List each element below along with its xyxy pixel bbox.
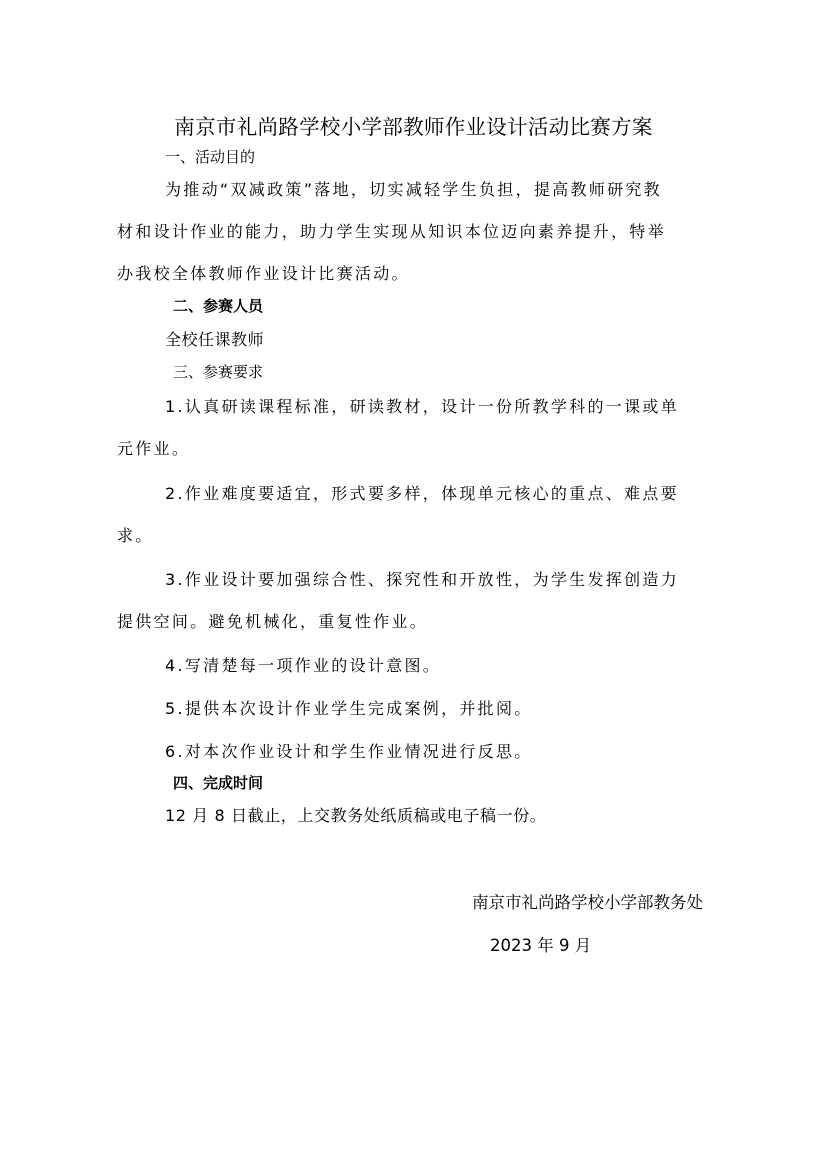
deadline-line: 12 月 8 日截止，上交教务处纸质稿或电子稿一份。 — [165, 806, 547, 825]
requirement-2-line-1: 2.作业难度要适宜，形式要多样，体现单元核心的重点、难点要 — [165, 484, 679, 503]
section-heading-purpose: 一、活动目的 — [165, 148, 256, 166]
participants-line: 全校任课教师 — [165, 330, 265, 349]
section-heading-participants: 二、参赛人员 — [173, 297, 264, 315]
requirement-5-line: 5.提供本次设计作业学生完成案例，并批阅。 — [165, 699, 533, 718]
requirement-1-line-1: 1.认真研读课程标准，研读教材，设计一份所教学科的一课或单 — [165, 397, 679, 416]
section-heading-requirements: 三、参赛要求 — [173, 363, 264, 381]
requirement-2-line-2: 求。 — [117, 526, 154, 545]
signature-date: 2023 年 9 月 — [490, 936, 592, 955]
section-heading-deadline: 四、完成时间 — [173, 774, 264, 792]
requirement-3-line-1: 3.作业设计要加强综合性、探究性和开放性，为学生发挥创造力 — [165, 570, 679, 589]
purpose-line-2: 材和设计作业的能力，助力学生实现从知识本位迈向素养提升，特举 — [117, 222, 667, 241]
requirement-1-line-2: 元作业。 — [117, 439, 191, 458]
document-title: 南京市礼尚路学校小学部教师作业设计活动比赛方案 — [174, 115, 653, 139]
requirement-4-line: 4.写清楚每一项作业的设计意图。 — [165, 656, 442, 675]
purpose-line-1: 为推动“双减政策”落地，切实减轻学生负担，提高教师研究教 — [165, 180, 662, 199]
requirement-6-line: 6.对本次作业设计和学生作业情况进行反思。 — [165, 742, 533, 761]
requirement-3-line-2: 提供空间。避免机械化，重复性作业。 — [117, 612, 429, 631]
purpose-line-3: 办我校全体教师作业设计比赛活动。 — [117, 264, 410, 283]
signature-org: 南京市礼尚路学校小学部教务处 — [472, 893, 703, 912]
